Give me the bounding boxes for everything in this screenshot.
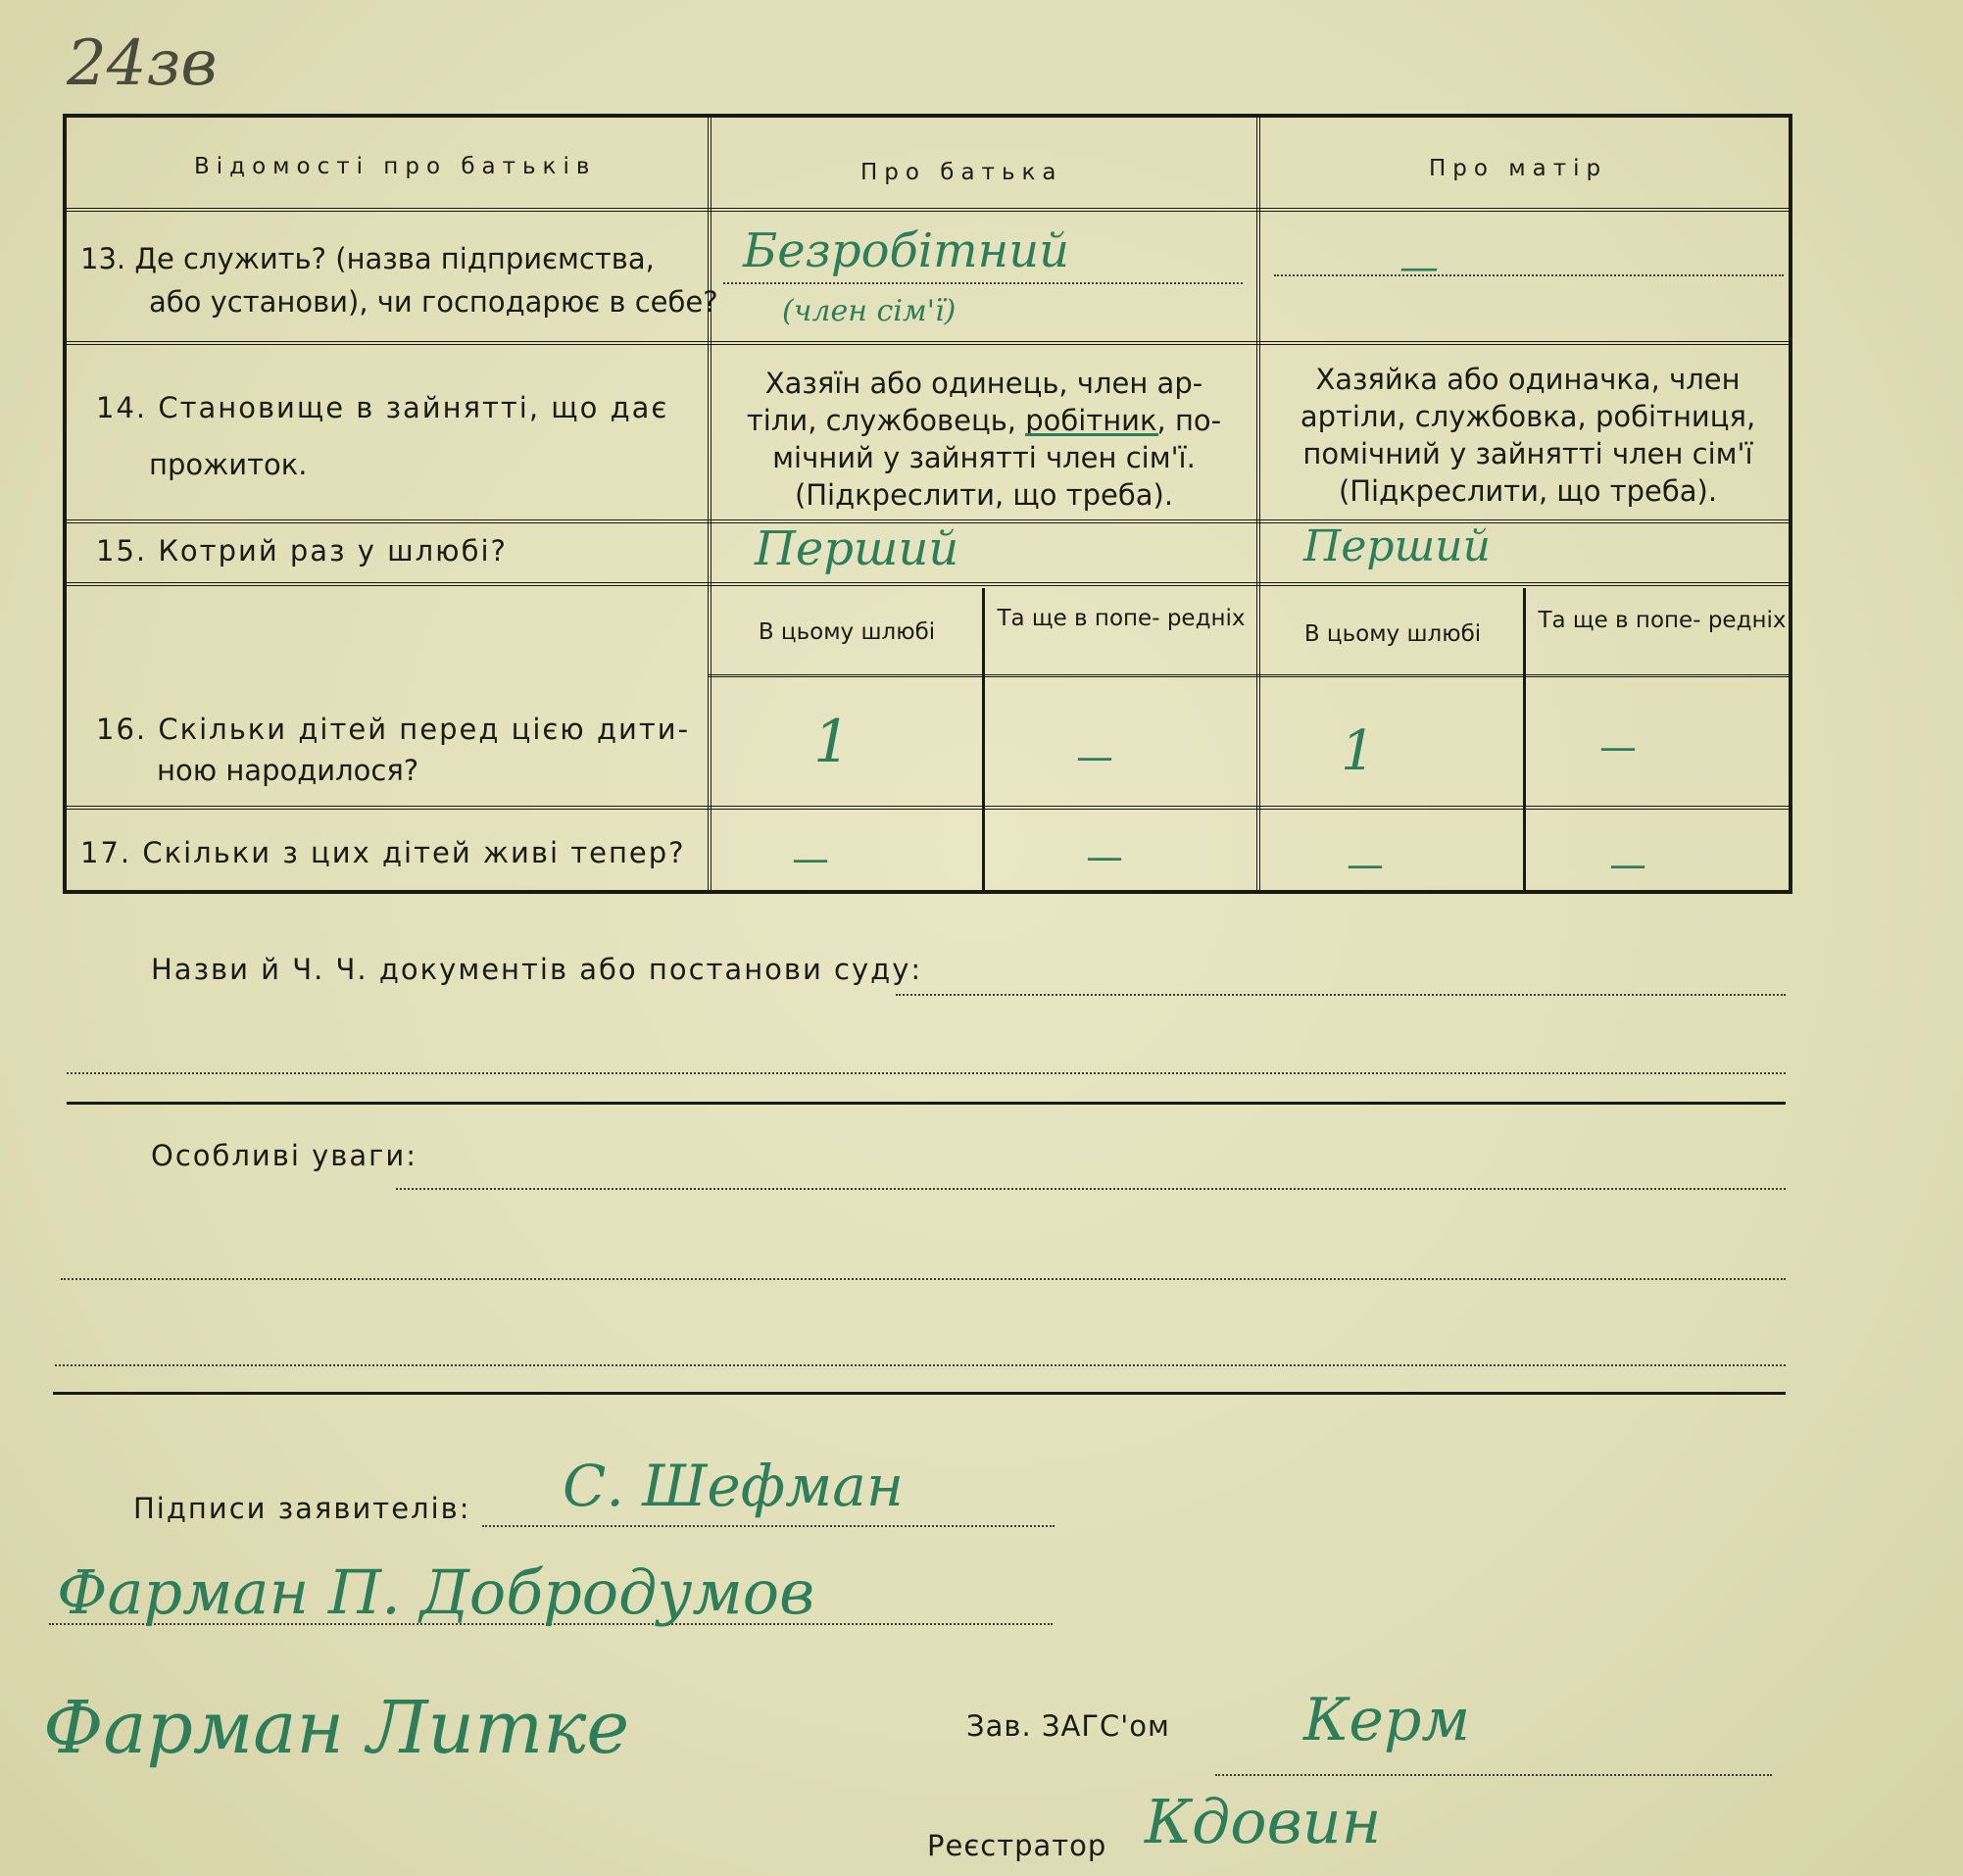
q14-father-options	[719, 365, 1249, 514]
applicant-signature-2: Фарман П. Добродумов	[57, 1556, 815, 1628]
underline-worker	[1025, 433, 1158, 436]
q16-father-prev-header: Та ще в попе- редніх	[997, 606, 1246, 631]
header-father: Про батька	[860, 160, 1063, 185]
zags-head-label: Зав. ЗАГС'ом	[966, 1709, 1170, 1743]
q17-label: 17. Скільки з цих дітей живі тепер?	[80, 836, 686, 869]
applicant-signature-3: Фарман Литке	[43, 1686, 630, 1770]
q14-mother-line4: (Підкреслити, що треба).	[1338, 474, 1718, 508]
section-divider-1	[67, 1102, 1786, 1105]
q13-father-note: (член сім'ї)	[782, 294, 957, 328]
q14-father-line1: Хазяїн або одинець, член ар-	[764, 367, 1203, 400]
q13-label-line2: або установи), чи господарює в себе?	[149, 285, 718, 319]
q15-father-answer: Перший	[755, 521, 959, 576]
q14-father-line3: мічний у зайнятті член сім'ї.	[772, 441, 1196, 474]
q16-father-this-header: В цьому шлюбі	[758, 619, 936, 645]
q14-mother-line1: Хазяйка або одиначка, член	[1315, 363, 1741, 396]
documents-line-2	[67, 1072, 1786, 1074]
q14-label-line1: 14. Становище в зайнятті, що дає	[96, 391, 669, 424]
documents-label: Назви й Ч. Ч. документів або постанови суду:	[151, 953, 923, 986]
q14-father-line2: тіли, службовець, робітник, по-	[746, 404, 1222, 437]
q16-mother-this-header: В цьому шлюбі	[1303, 621, 1482, 647]
q17-father-prev-value: —	[1086, 835, 1123, 878]
q16-label-line2: ною народилося?	[157, 754, 419, 787]
q16-father-this-value: 1	[813, 708, 852, 776]
q13-label-line1: 13. Де служить? (назва підприємства,	[80, 242, 655, 275]
q14-label-line2: прожиток.	[149, 448, 308, 481]
registrar-signature: Кдовин	[1145, 1786, 1382, 1857]
remarks-line-1	[396, 1188, 1786, 1190]
remarks-line-2	[61, 1278, 1786, 1280]
q15-label: 15. Котрий раз у шлюбі?	[96, 534, 508, 568]
remarks-line-3	[55, 1364, 1786, 1366]
q14-father-line4: (Підкреслити, що треба).	[794, 478, 1174, 512]
q16-father-prev-value: —	[1076, 735, 1113, 778]
q16-mother-prev-header: Та ще в попе- редніх	[1538, 608, 1787, 633]
registrar-label: Реєстратор	[927, 1829, 1107, 1862]
header-parents-info: Відомості про батьків	[194, 154, 597, 179]
q14-mother-options	[1268, 361, 1788, 510]
documents-line-1	[896, 994, 1786, 996]
applicant-signature-1: С. Шефман	[563, 1453, 905, 1519]
zags-head-line	[1215, 1774, 1772, 1776]
q16-mother-this-value: 1	[1341, 719, 1376, 783]
zags-head-signature: Керм	[1303, 1686, 1471, 1754]
q14-mother-line3: помічний у зайнятті член сім'ї	[1302, 437, 1753, 470]
section-divider-2	[53, 1392, 1786, 1395]
q17-father-this-value: —	[792, 837, 829, 880]
page-number-mark: 24зв	[67, 27, 218, 100]
q13-mother-answer: —	[1399, 245, 1439, 290]
q13-father-answer: Безробітний	[743, 223, 1070, 278]
signatures-label: Підписи заявителів:	[133, 1492, 471, 1525]
signature-line-1	[482, 1525, 1055, 1527]
q17-mother-this-value: —	[1347, 843, 1384, 886]
q15-mother-answer: Перший	[1303, 521, 1491, 571]
q16-label-line1: 16. Скільки дітей перед цією дити-	[96, 713, 691, 746]
q17-mother-prev-value: —	[1609, 843, 1646, 886]
parents-info-table	[63, 114, 1792, 894]
q16-mother-prev-value: —	[1599, 725, 1637, 768]
header-mother: Про матір	[1429, 156, 1608, 181]
remarks-label: Особливі уваги:	[151, 1139, 418, 1172]
q14-mother-line2: артіли, службовка, робітниця,	[1300, 400, 1756, 433]
